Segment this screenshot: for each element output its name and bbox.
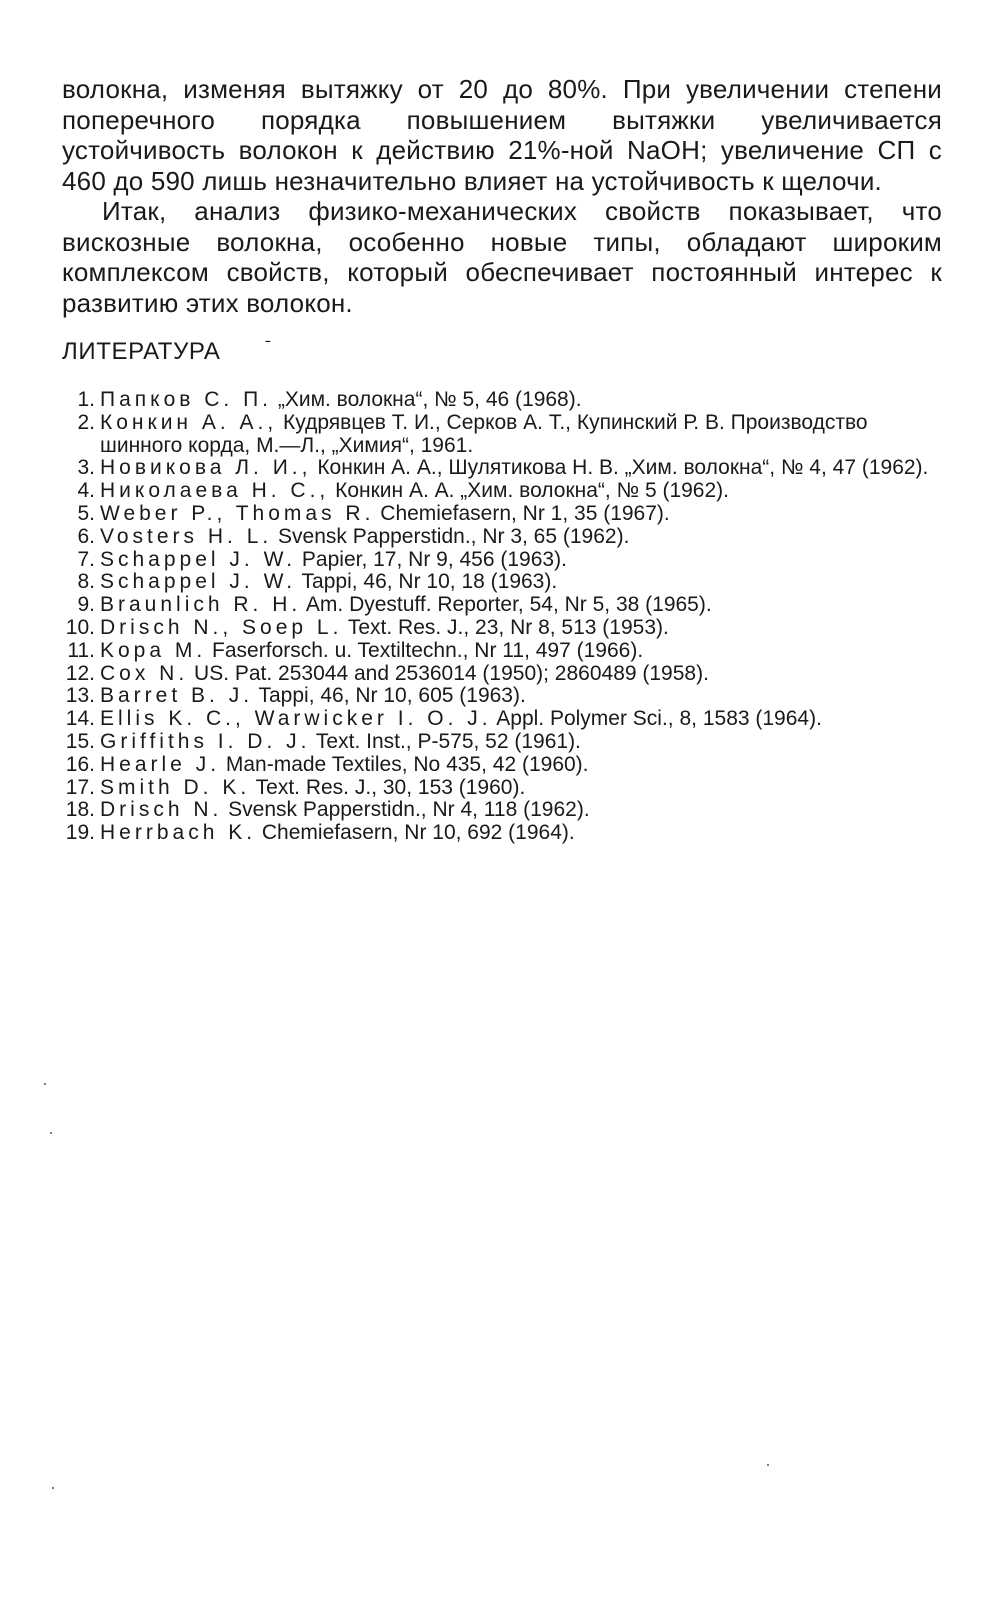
reference-author: Ellis K. C., Warwicker I. O. J. [100,707,492,731]
reference-item [50,617,950,640]
reference-text [100,663,950,686]
reference-source: „Хим. волокна“, № 5, 46 (1968). [272,388,582,411]
scan-speck [767,1464,769,1466]
reference-author: Николаева Н. С., [100,479,330,503]
reference-number: 12. [65,661,95,685]
reference-number: 18. [65,798,95,822]
reference-author: Braunlich R. H. [100,593,302,617]
reference-text [100,777,950,800]
reference-item [50,799,950,822]
paragraph-conclusion: Итак, анализ физико-механических свойств показывает, что вискозные волокна, особенно новые типы, обладают широким комплексом свойств, который обеспечивает постоянный интерес к развитию этих волокон. [62,196,942,318]
reference-text [100,708,950,731]
reference-source: Am. Dyestuff. Reporter, 54, Nr 5, 38 (1965). [301,593,712,617]
reference-item [50,663,950,686]
reference-number: 14. [65,707,95,731]
reference-author: Griffiths I. D. J. [100,729,311,753]
reference-author: Cox N. [100,661,189,685]
reference-text [100,594,950,617]
reference-text [100,526,950,549]
reference-text [100,822,950,845]
reference-source: Конкин А. А., Шулятикова Н. В. „Хим. волокна“, № 4, 47 (1962). [311,456,929,480]
reference-number: 11. [67,638,95,662]
reference-number: 4. [77,479,95,503]
scan-speck [52,1487,54,1489]
reference-source: Appl. Polymer Sci., 8, 1583 (1964). [491,707,822,731]
body-text [62,74,942,318]
reference-item [50,731,950,754]
reference-text [100,503,950,526]
reference-item [50,754,950,777]
reference-author: Kopa M. [100,638,207,662]
reference-item [50,526,950,549]
reference-author: Smith D. K. [100,775,251,799]
reference-item [50,594,950,617]
reference-text [100,799,950,822]
reference-text [100,617,950,640]
reference-author: Drisch N. [100,798,223,822]
reference-text [100,389,950,412]
reference-author: Конкин А. А., [100,410,278,434]
reference-item [50,457,950,480]
reference-number: 7. [77,547,95,571]
reference-number: 10. [65,615,95,639]
reference-number: 16. [65,752,95,776]
reference-author: Hearle J. [100,752,221,776]
reference-source: Chemiefasern, Nr 1, 35 (1967). [374,501,670,525]
reference-author: Herrbach K. [100,821,257,845]
reference-number: 2. [77,410,95,434]
literature-heading: ЛИТЕРАТУРА [62,338,221,365]
reference-author: Schappel J. W. [100,570,297,594]
reference-author: Новикова Л. И., [100,456,312,480]
reference-number: 19. [65,821,95,845]
reference-item [50,549,950,572]
scan-speck [50,1132,52,1134]
reference-item [50,571,950,594]
reference-source: Svensk Papperstidn., Nr 4, 118 (1962). [222,798,590,822]
reference-author: Drisch N., Soep L. [100,615,343,639]
reference-text [100,457,950,480]
reference-text [100,571,950,594]
reference-source: Text. Res. J., 30, 153 (1960). [250,775,526,799]
reference-number: 17. [65,775,95,799]
reference-source: Chemiefasern, Nr 10, 692 (1964). [256,821,575,845]
reference-source: Text. Inst., P-575, 52 (1961). [310,729,581,753]
reference-number: 15. [65,729,95,753]
reference-item [50,640,950,663]
reference-author: Папков С. П. [100,388,273,411]
reference-source: Svensk Papperstidn., Nr 3, 65 (1962). [272,524,630,548]
reference-text [100,640,950,663]
reference-source: Papier, 17, Nr 9, 456 (1963). [296,547,567,571]
print-mark: ˉ [265,337,271,357]
reference-item [50,480,950,503]
reference-item [50,777,950,800]
reference-source: Tappi, 46, Nr 10, 18 (1963). [296,570,558,594]
reference-text [100,754,950,777]
reference-number: 3. [77,456,95,480]
reference-author: Schappel J. W. [100,547,297,571]
reference-source: Tappi, 46, Nr 10, 605 (1963). [253,684,526,708]
reference-item [50,412,950,458]
reference-item [50,822,950,845]
reference-number: 5. [77,501,95,525]
reference-item [50,685,950,708]
reference-number: 13. [65,684,95,708]
reference-item [50,708,950,731]
reference-author: Barret B. J. [100,684,254,708]
reference-item [50,503,950,526]
reference-source: Кудрявцев Т. И., Серков А. Т., Купинский Р. В. Производство шинного корда, М.—Л., „Химия“, 1961. [100,410,868,457]
reference-text [100,412,950,458]
reference-item [50,389,950,412]
reference-number: 9. [77,593,95,617]
reference-text [100,731,950,754]
reference-list [50,389,950,845]
reference-author: Vosters H. L. [100,524,273,548]
reference-text [100,480,950,503]
reference-number: 6. [77,524,95,548]
reference-number: 8. [77,570,95,594]
reference-source: Man-made Textiles, No 435, 42 (1960). [220,752,589,776]
reference-text [100,549,950,572]
reference-source: US. Pat. 253044 and 2536014 (1950); 2860489 (1958). [188,661,709,685]
reference-number: 1. [77,388,95,411]
scan-speck [44,1083,46,1085]
reference-source: Text. Res. J., 23, Nr 8, 513 (1953). [342,615,669,639]
reference-source: Faserforsch. u. Textiltechn., Nr 11, 497 (1966). [206,638,644,662]
paragraph-continuation: волокна, изменяя вытяжку от 20 до 80%. При увеличении степени поперечного порядка повышением вытяжки увеличивается устойчивость волокон к действию 21%-ной NaOH; увеличение СП с 460 до 590 лишь незначительно влияет на устойчивость к щелочи. [62,74,942,196]
reference-source: Конкин А. А. „Хим. волокна“, № 5 (1962). [329,479,729,503]
reference-text [100,685,950,708]
reference-author: Weber P., Thomas R. [100,501,375,525]
